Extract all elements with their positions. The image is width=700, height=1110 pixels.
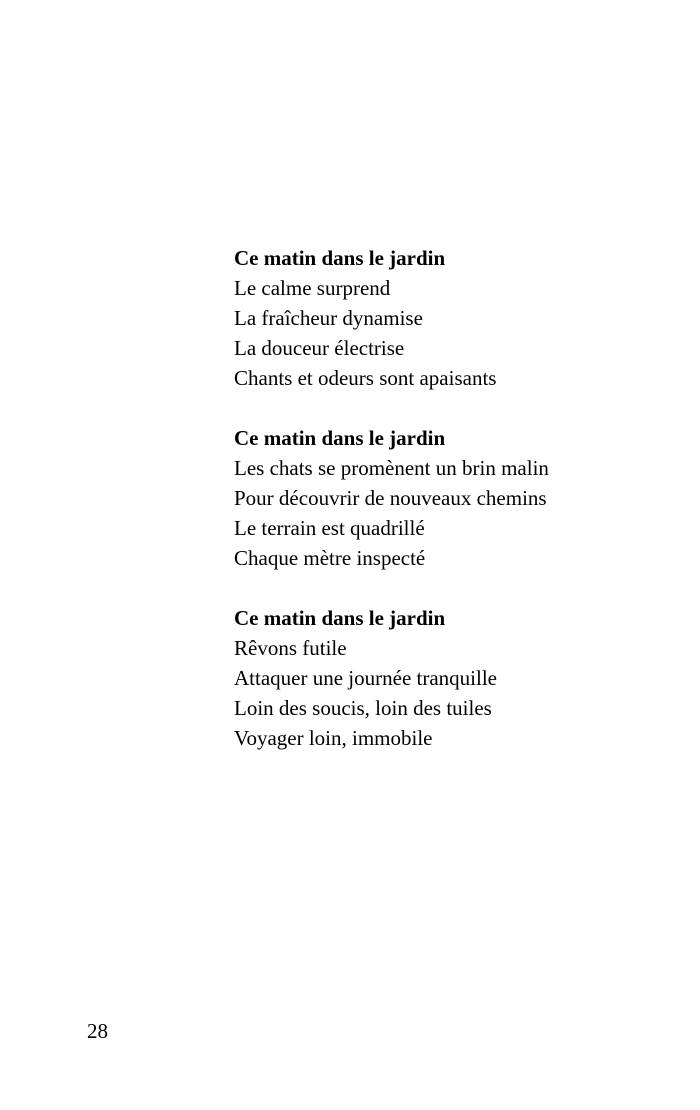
poem [234, 243, 674, 783]
stanza-title: Ce matin dans le jardin [234, 426, 446, 450]
poem-line: La fraîcheur dynamise [234, 306, 423, 330]
page-number: 28 [87, 1019, 108, 1043]
stanza-title: Ce matin dans le jardin [234, 606, 446, 630]
poem-line: Les chats se promènent un brin malin [234, 456, 549, 480]
poem-line: Chaque mètre inspecté [234, 546, 426, 570]
poem-line: Chants et odeurs sont apaisants [234, 366, 497, 390]
stanza-2 [234, 423, 674, 573]
poem-line: Pour découvrir de nouveaux chemins [234, 486, 547, 510]
stanza-1 [234, 243, 674, 393]
poem-line: Attaquer une journée tranquille [234, 666, 497, 690]
poem-line: La douceur électrise [234, 336, 405, 360]
poem-line: Le calme surprend [234, 276, 391, 300]
poem-line: Rêvons futile [234, 636, 347, 660]
stanza-3 [234, 603, 674, 753]
poem-line: Loin des soucis, loin des tuiles [234, 696, 492, 720]
poem-line: Le terrain est quadrillé [234, 516, 425, 540]
poem-line: Voyager loin, immobile [234, 726, 433, 750]
stanza-title: Ce matin dans le jardin [234, 246, 446, 270]
